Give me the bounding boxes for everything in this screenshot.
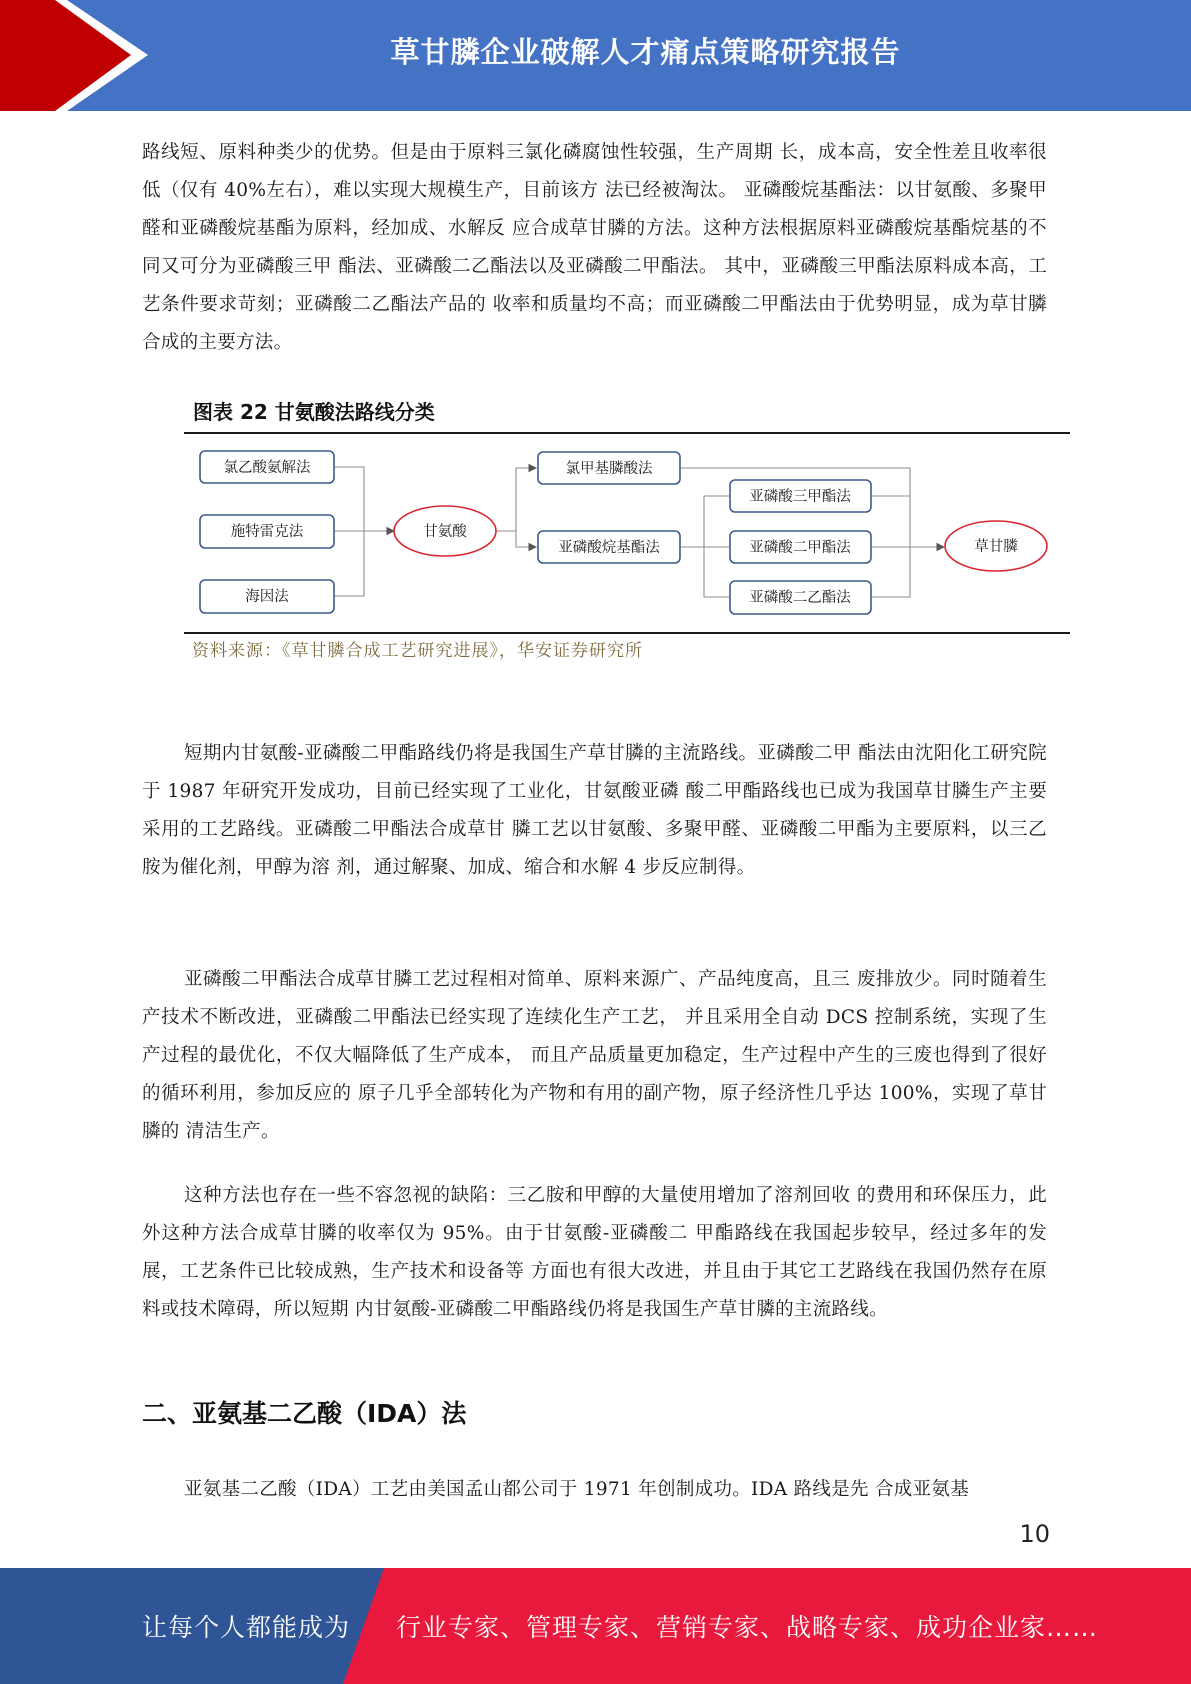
svg-text:氯甲基膦酸法: 氯甲基膦酸法 xyxy=(565,461,653,477)
node-diethyl xyxy=(730,581,871,614)
body-paragraph-3: 亚磷酸二甲酯法合成草甘膦工艺过程相对简单、原料来源广、产品纯度高，且三 废排放少。同时随着生产技术不断改进，亚磷酸二甲酯法已经实现了连续化生产工艺， 并且采用全自动 DCS 控制系统，实现了生产过程的最优化，不仅大幅降低了生产成本， 而且产品质量更加稳定，生产过程中产生的三废也得到了很好的循环利用，参加反应的 原子几乎全部转化为产物和有用的副产物，原子经济性几乎达 100%，实现了草甘膦的 清洁生产。 xyxy=(142,969,1047,1142)
svg-text:亚磷酸烷基酯法: 亚磷酸烷基酯法 xyxy=(558,540,660,556)
figure-title: 图表 22 甘氨酸法路线分类 xyxy=(193,400,435,424)
svg-text:施特雷克法: 施特雷克法 xyxy=(230,524,304,540)
footer-slogan-left: 让每个人都能成为 xyxy=(142,1613,351,1642)
body-paragraph-2: 短期内甘氨酸-亚磷酸二甲酯路线仍将是我国生产草甘膦的主流路线。亚磷酸二甲 酯法由沈阳化工研究院于 1987 年研究开发成功，目前已经实现了工业化，甘氨酸亚磷 酸二甲酯路线也已成为我国草甘膦生产主要采用的工艺路线。亚磷酸二甲酯法合成草甘 膦工艺以甘氨酸、多聚甲醛、亚磷酸二甲酯为主要原料，以三乙胺为催化剂，甲醇为溶 剂，通过解聚、加成、缩合和水解 4 步反应制得。 xyxy=(142,743,1047,878)
page-number: 10 xyxy=(1019,1520,1050,1548)
figure-bottom-rule xyxy=(184,632,1070,634)
svg-text:海因法: 海因法 xyxy=(245,589,289,605)
node-hydantoin xyxy=(200,580,334,613)
report-title: 草甘膦企业破解人才痛点策略研究报告 xyxy=(390,34,901,69)
connectors-middle xyxy=(496,468,536,547)
svg-text:甘氨酸: 甘氨酸 xyxy=(423,524,467,540)
body-paragraph-4: 这种方法也存在一些不容忽视的缺陷：三乙胺和甲醇的大量使用增加了溶剂回收 的费用和环保压力，此外这种方法合成草甘膦的收率仅为 95%。由于甘氨酸-亚磷酸二 甲酯路线在我国起步较早，经过多年的发展，工艺条件已比较成熟，生产技术和设备等 方面也有很大改进，并且由于其它工艺路线在我国仍然存在原料或技术障碍，所以短期 内甘氨酸-亚磷酸二甲酯路线仍将是我国生产草甘膦的主流路线。 xyxy=(142,1185,1047,1320)
node-chloroacetic xyxy=(200,451,334,483)
node-strecker xyxy=(200,515,334,548)
svg-text:草甘膦: 草甘膦 xyxy=(974,539,1018,555)
body-paragraph-1: 路线短、原料种类少的优势。但是由于原料三氯化磷腐蚀性较强，生产周期 长，成本高，安全性差且收率很低（仅有 40%左右），难以实现大规模生产，目前该方 法已经被淘汰。 亚磷酸烷基酯法：以甘氨酸、多聚甲醛和亚磷酸烷基酯为原料，经加成、水解反 应合成草甘膦的方法。这种方法根据原料亚磷酸烷基酯烷基的不同又可分为亚磷酸三甲 酯法、亚磷酸二乙酯法以及亚磷酸二甲酯法。 其中，亚磷酸三甲酯法原料成本高，工艺条件要求苛刻；亚磷酸二乙酯法产品的 收率和质量均不高；而亚磷酸二甲酯法由于优势明显，成为草甘膦合成的主要方法。 xyxy=(142,142,1047,353)
section-heading: 二、亚氨基二乙酸（IDA）法 xyxy=(142,1399,467,1428)
node-chloromethylphosphonic xyxy=(538,452,680,484)
svg-text:亚磷酸二乙酯法: 亚磷酸二乙酯法 xyxy=(749,590,851,606)
connectors-left xyxy=(334,467,394,596)
page-footer xyxy=(0,1568,1191,1684)
figure-source: 资料来源：《草甘膦合成工艺研究进展》，华安证券研究所 xyxy=(192,641,643,661)
body-paragraph-5: 亚氨基二乙酸（IDA）工艺由美国孟山都公司于 1971 年创制成功。IDA 路线是先 合成亚氨基 xyxy=(184,1479,970,1500)
svg-text:亚磷酸二甲酯法: 亚磷酸二甲酯法 xyxy=(749,540,851,556)
node-trimethyl xyxy=(730,480,871,512)
node-dimethyl xyxy=(730,531,871,563)
node-alkylphosphite xyxy=(538,531,680,563)
footer-slogan-right: 行业专家、管理专家、营销专家、战略专家、成功企业家…… xyxy=(396,1613,1099,1642)
svg-text:氯乙酸氨解法: 氯乙酸氨解法 xyxy=(223,460,311,476)
node-glyphosate xyxy=(945,521,1047,571)
node-glycine xyxy=(394,506,496,556)
svg-text:亚磷酸三甲酯法: 亚磷酸三甲酯法 xyxy=(749,489,851,505)
glycine-route-diagram xyxy=(0,0,1191,640)
